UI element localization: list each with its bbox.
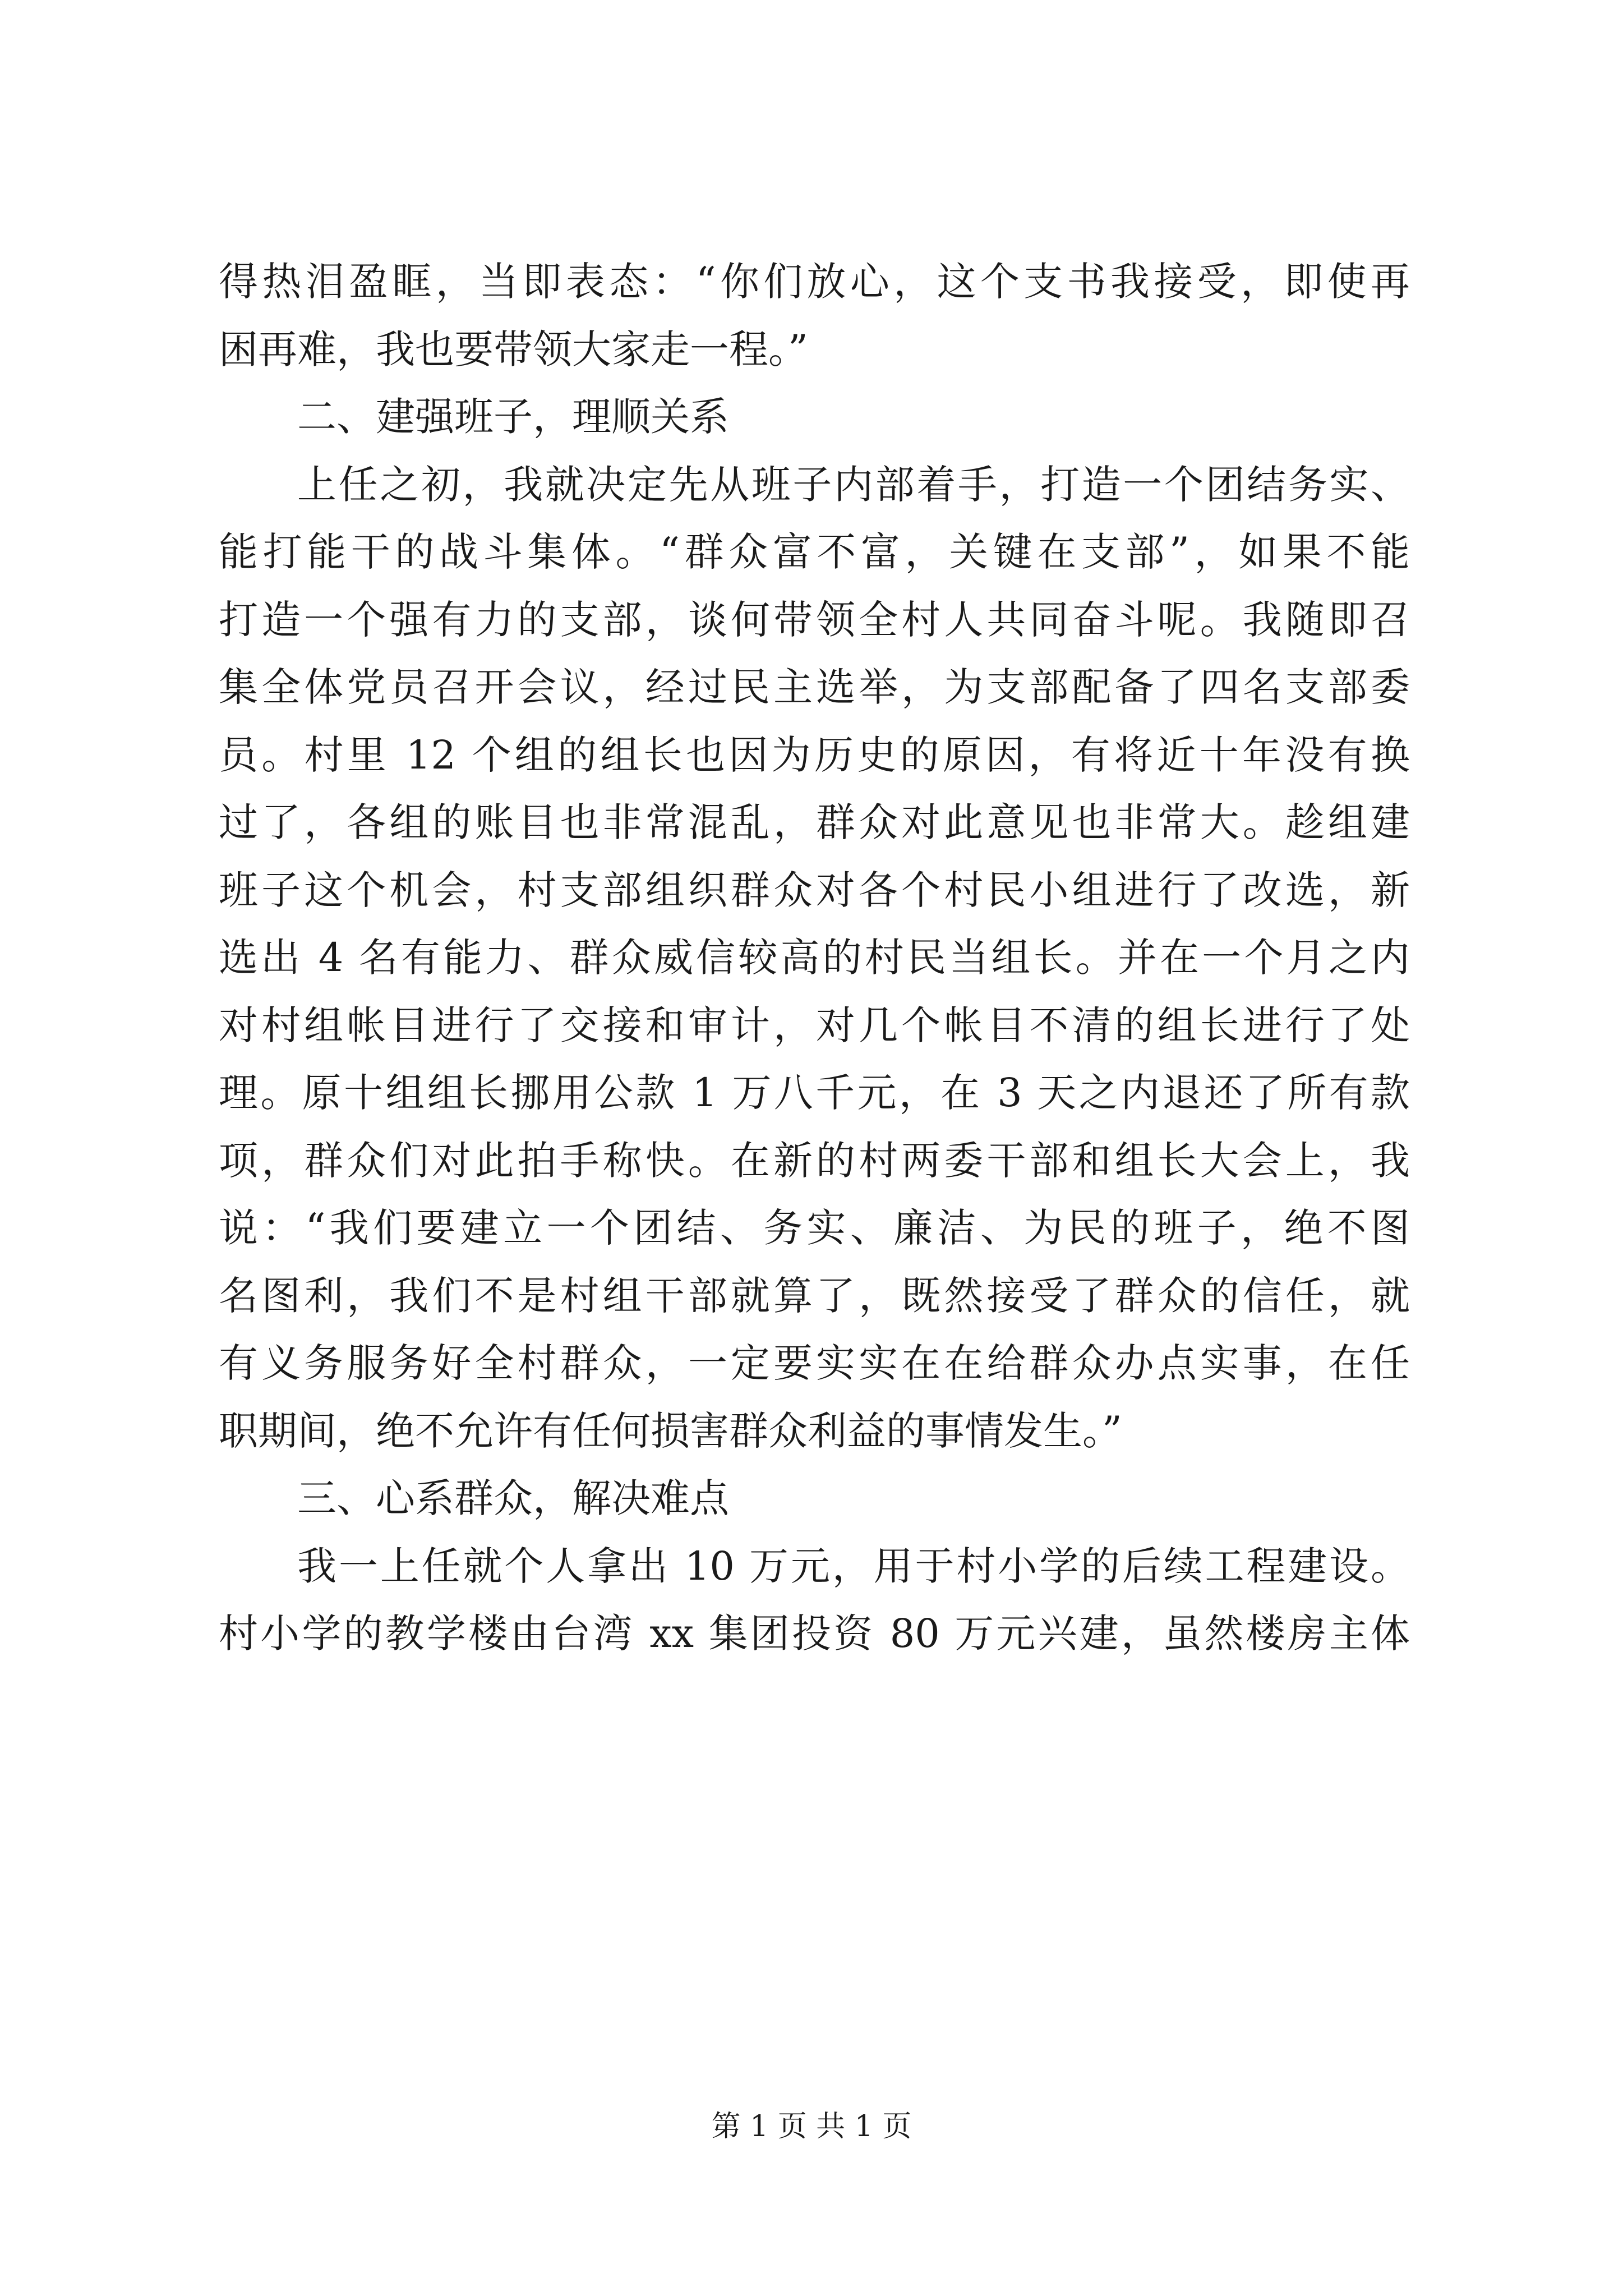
page-footer: 第 1 页 共 1 页 [711, 2110, 912, 2143]
section-heading-2: 二、建强班子，理顺关系 [297, 394, 729, 440]
paragraph-line: 我一上任就个人拿出 10 万元，用于村小学的后续工程建设。 [297, 1543, 1410, 1589]
paragraph-line: 集全体党员召开会议，经过民主选举，为支部配备了四名支部委 [219, 664, 1410, 710]
paragraph-line: 名图利，我们不是村组干部就算了，既然接受了群众的信任，就 [219, 1272, 1410, 1319]
paragraph-line: 能打能干的战斗集体。“群众富不富，关键在支部”，如果不能 [219, 529, 1410, 575]
paragraph-line: 职期间，绝不允许有任何损害群众利益的事情发生。” [219, 1407, 1122, 1454]
section-heading-3: 三、心系群众，解决难点 [297, 1475, 729, 1521]
paragraph-line: 困再难，我也要带领大家走一程。” [219, 326, 808, 372]
paragraph-line: 打造一个强有力的支部，谈何带领全村人共同奋斗呢。我随即召 [219, 596, 1410, 643]
paragraph-line: 员。村里 12 个组的组长也因为历史的原因，有将近十年没有换 [219, 731, 1410, 778]
paragraph-line: 有义务服务好全村群众，一定要实实在在给群众办点实事，在任 [219, 1340, 1410, 1386]
paragraph-line: 选出 4 名有能力、群众威信较高的村民当组长。并在一个月之内 [219, 935, 1410, 981]
paragraph-line: 过了，各组的账目也非常混乱，群众对此意见也非常大。趁组建 [219, 799, 1410, 845]
paragraph-line: 理。原十组组长挪用公款 1 万八千元，在 3 天之内退还了所有款 [219, 1070, 1410, 1116]
body-text [219, 248, 1410, 1668]
paragraph-line: 对村组帐目进行了交接和审计，对几个帐目不清的组长进行了处 [219, 1002, 1410, 1048]
paragraph-line: 上任之初，我就决定先从班子内部着手，打造一个团结务实、 [297, 461, 1410, 508]
paragraph-line: 说：“我们要建立一个团结、务实、廉洁、为民的班子，绝不图 [219, 1205, 1410, 1251]
paragraph-line: 项，群众们对此拍手称快。在新的村两委干部和组长大会上，我 [219, 1137, 1410, 1184]
paragraph-line: 得热泪盈眶，当即表态：“你们放心，这个支书我接受，即使再 [219, 259, 1410, 305]
paragraph-line: 村小学的教学楼由台湾 xx 集团投资 80 万元兴建，虽然楼房主体 [219, 1611, 1410, 1657]
paragraph-line: 班子这个机会，村支部组织群众对各个村民小组进行了改选，新 [219, 867, 1410, 913]
